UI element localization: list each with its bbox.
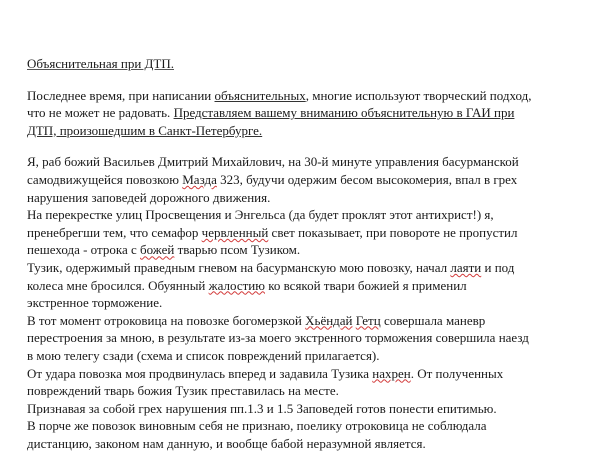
text-run: На перекрестке улиц Просвещения и Энгельса (да будет проклят этот антихрист!) я, [27,207,494,223]
underlined-text: ДТП, произошедшим в Санкт-Петербурге. [27,122,263,138]
text-run: , многие используют творческий подход, [305,87,532,103]
text-run: самодвижущейся повозкою [27,171,183,187]
text-line [27,104,587,122]
text-line [27,122,587,140]
text-run: дистанцию, законом нам данную, и вообще бабой неразумной является. [27,435,426,451]
text-line [27,259,587,277]
text-run: Последнее время, при написании [27,87,215,103]
text-run: совершала маневр [380,312,486,328]
misspelled-word: нахрен [372,365,411,381]
misspelled-word: Гетц [355,312,381,328]
document-title: Объяснительная при ДТП. [27,56,174,71]
text-run: в мою телегу сзади (схема и список повреждений прилагается). [27,347,380,363]
text-line [27,241,587,259]
text-line [27,312,587,330]
text-run: повреждений тварь божия Тузик преставилась на месте. [27,383,339,399]
text-run: и под [481,259,515,275]
text-run: экстренное торможение. [27,295,163,311]
text-run: От удара повозка моя продвинулась вперед и задавила Тузика [27,365,373,381]
text-line [27,347,587,365]
text-run: . От полученных [410,365,504,381]
misspelled-word: лаяти [450,259,482,275]
text-run: что не может не радовать. [27,105,174,121]
document-body [27,55,587,452]
misspelled-word: божей [140,242,175,258]
intro-paragraph [27,87,587,140]
statement-paragraph [27,153,587,452]
text-run: В порче же повозок виновным себя не признаю, поелику отроковица не соблюдала [27,418,487,434]
text-run: ко всякой твари божией я применил [264,277,467,293]
text-line [27,277,587,295]
text-line [27,171,587,189]
text-line [27,153,587,171]
text-run: колеса мне бросился. Обуянный [27,277,209,293]
misspelled-word: Хьёндай [305,312,353,328]
misspelled-word: червленный [201,224,269,240]
text-run: тварью псом Тузиком. [174,242,301,258]
text-run: Я, раб божий Васильев Дмитрий Михайлович, на 30-й минуте управления басурманской [27,154,519,170]
text-run: свет показывает, при повороте не пропустил [268,224,518,240]
text-run: В тот момент отроковица на повозке богомерзкой [27,312,306,328]
text-line [27,329,587,347]
misspelled-word: Мазда [182,171,217,187]
text-run: пренебрегши тем, что семафор [27,224,202,240]
text-line [27,206,587,224]
text-run: 323, будучи одержим бесом высокомерия, впал в грех [216,171,518,187]
text-line [27,189,587,207]
underlined-text: Представляем вашему вниманию объяснительную в ГАИ при [173,105,515,121]
text-run: пешехода - отрока с [27,242,141,258]
text-line [27,365,587,383]
text-line [27,417,587,435]
text-line [27,435,587,453]
text-run: Тузик, одержимый праведным гневом на басурманскую мою повозку, начал [27,259,451,275]
paragraph-gap [27,139,587,153]
underlined-text: объяснительных [214,87,306,103]
text-run: Признавая за собой грех нарушения пп.1.3 и 1.5 Заповедей готов понести епитимью. [27,400,497,416]
text-line [27,400,587,418]
text-line [27,224,587,242]
text-line [27,294,587,312]
text-line [27,87,587,105]
text-run: перестроения за мною, в результате из-за моего экстренного торможения совершила наезд [27,330,529,346]
text-run: нарушения заповедей дорожного движения. [27,189,271,205]
text-line [27,382,587,400]
misspelled-word: жалостию [208,277,265,293]
